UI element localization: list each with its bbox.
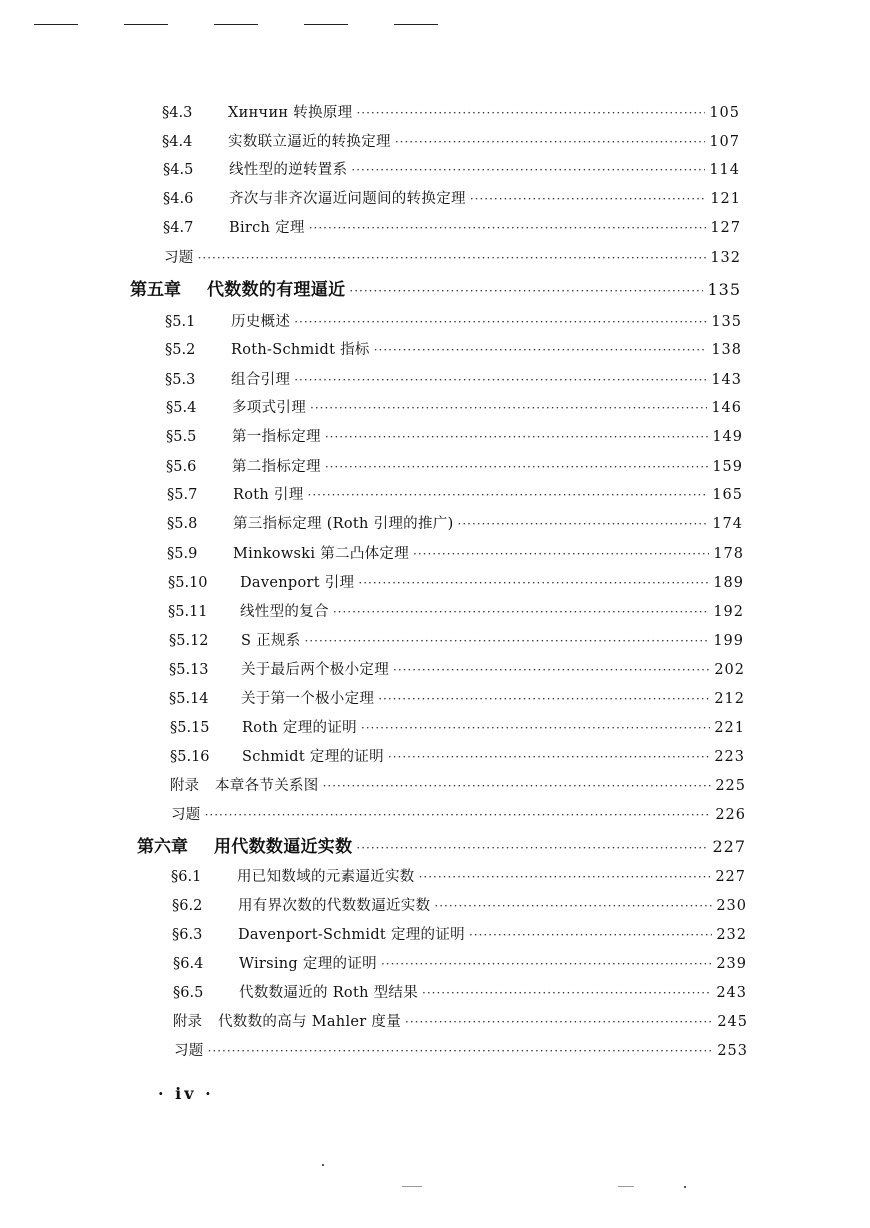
page-reference: 121 bbox=[710, 191, 741, 207]
page-reference: 114 bbox=[709, 162, 740, 178]
section-title: 习题 bbox=[174, 1043, 204, 1059]
dot-leader bbox=[310, 399, 707, 417]
section-number: §6.5 bbox=[173, 985, 204, 1001]
page-number: · iv · bbox=[158, 1084, 214, 1103]
dot-leader bbox=[405, 1013, 713, 1031]
scan-speck bbox=[684, 1186, 686, 1188]
toc-entry bbox=[169, 690, 745, 708]
section-number: §6.3 bbox=[172, 927, 203, 943]
toc-entry bbox=[165, 371, 742, 389]
page-reference: 178 bbox=[713, 546, 744, 562]
dot-leader bbox=[308, 486, 709, 504]
dot-leader bbox=[309, 219, 707, 237]
page-reference: 227 bbox=[715, 869, 746, 885]
dot-leader bbox=[374, 341, 708, 359]
section-number: §6.4 bbox=[173, 956, 204, 972]
page-reference: 189 bbox=[713, 575, 744, 591]
toc-entry bbox=[173, 955, 747, 973]
dot-leader bbox=[325, 428, 709, 446]
dot-leader bbox=[349, 280, 703, 302]
toc-entry bbox=[172, 926, 747, 944]
toc-entry bbox=[165, 313, 742, 331]
section-number: §5.6 bbox=[166, 459, 197, 475]
page-reference: 174 bbox=[712, 516, 743, 532]
toc-entry bbox=[162, 133, 740, 151]
section-title: 线性型的复合 bbox=[240, 604, 329, 620]
dot-leader bbox=[358, 574, 709, 592]
section-number: §4.7 bbox=[163, 220, 194, 236]
section-number: §5.9 bbox=[167, 546, 198, 562]
section-title: 本章各节关系图 bbox=[215, 778, 319, 794]
section-title: Roth 定理的证明 bbox=[242, 720, 357, 736]
section-number: §5.2 bbox=[165, 342, 196, 358]
page-reference: 165 bbox=[712, 487, 743, 503]
dot-leader bbox=[325, 458, 709, 476]
toc-entry bbox=[170, 719, 745, 737]
page-reference: 212 bbox=[714, 691, 745, 707]
dot-leader bbox=[294, 371, 707, 389]
toc-entry bbox=[163, 161, 740, 179]
chapter-number: 第五章 bbox=[130, 280, 181, 300]
section-number: §6.2 bbox=[172, 898, 203, 914]
dot-leader bbox=[351, 161, 705, 179]
page-reference: 226 bbox=[715, 807, 746, 823]
toc-chapter bbox=[137, 836, 746, 859]
toc-entry bbox=[170, 748, 745, 766]
dot-leader bbox=[198, 249, 707, 267]
section-title: S 正规系 bbox=[241, 633, 301, 649]
section-number: §4.6 bbox=[163, 191, 194, 207]
dot-leader bbox=[393, 661, 710, 679]
scan-speck bbox=[402, 1186, 422, 1187]
section-number: §5.16 bbox=[170, 749, 210, 765]
page-reference: 132 bbox=[710, 250, 741, 266]
page-reference: 159 bbox=[712, 459, 743, 475]
dot-leader bbox=[388, 748, 710, 766]
dot-leader bbox=[469, 926, 712, 944]
section-number: §5.11 bbox=[168, 604, 208, 620]
toc-entry bbox=[168, 574, 744, 592]
page-reference: 146 bbox=[711, 400, 742, 416]
section-title: 关于第一个极小定理 bbox=[241, 691, 375, 707]
section-title: 线性型的逆转置系 bbox=[229, 162, 348, 178]
page-reference: 232 bbox=[716, 927, 747, 943]
page-reference: 227 bbox=[712, 837, 746, 856]
page-reference: 225 bbox=[715, 778, 746, 794]
section-title: 习题 bbox=[164, 250, 194, 266]
toc-entry bbox=[167, 515, 743, 533]
dot-leader bbox=[208, 1042, 714, 1060]
section-number: §5.3 bbox=[165, 372, 196, 388]
dot-leader bbox=[395, 133, 706, 151]
chapter-title: 用代数数逼近实数 bbox=[214, 837, 353, 857]
dot-leader bbox=[419, 868, 712, 886]
toc-entry bbox=[174, 1042, 748, 1060]
dot-leader bbox=[470, 190, 707, 208]
page-reference: 221 bbox=[714, 720, 745, 736]
section-number: §4.3 bbox=[162, 105, 193, 121]
toc-entry bbox=[173, 1013, 748, 1031]
section-title: 第二指标定理 bbox=[232, 459, 321, 475]
page-reference: 127 bbox=[710, 220, 741, 236]
page-reference: 253 bbox=[717, 1043, 748, 1059]
section-title: 习题 bbox=[171, 807, 201, 823]
dot-leader bbox=[356, 104, 705, 122]
dot-leader bbox=[434, 897, 712, 915]
section-title: 关于最后两个极小定理 bbox=[241, 662, 389, 678]
page-reference: 199 bbox=[713, 633, 744, 649]
section-number: §4.5 bbox=[163, 162, 194, 178]
scan-speck bbox=[322, 1164, 324, 1166]
section-number: §6.1 bbox=[171, 869, 202, 885]
section-number: §5.5 bbox=[166, 429, 197, 445]
section-number: §5.4 bbox=[166, 400, 197, 416]
page-reference: 135 bbox=[707, 280, 741, 299]
chapter-title: 代数数的有理逼近 bbox=[207, 280, 346, 300]
section-title: Roth-Schmidt 指标 bbox=[231, 342, 370, 358]
section-title: 代数数逼近的 Roth 型结果 bbox=[239, 985, 419, 1001]
chapter-number: 第六章 bbox=[137, 837, 188, 857]
dot-leader bbox=[381, 955, 712, 973]
section-number: §5.13 bbox=[169, 662, 209, 678]
toc-entry bbox=[169, 632, 744, 650]
toc-entry bbox=[168, 603, 744, 621]
section-title: Schmidt 定理的证明 bbox=[242, 749, 384, 765]
toc-entry bbox=[167, 486, 743, 504]
section-title: Birch 定理 bbox=[229, 220, 305, 236]
toc-entry bbox=[173, 984, 747, 1002]
section-title: 实数联立逼近的转换定理 bbox=[228, 134, 391, 150]
page-reference: 138 bbox=[711, 342, 742, 358]
dot-leader bbox=[323, 777, 712, 795]
section-title: 代数数的高与 Mahler 度量 bbox=[218, 1014, 401, 1030]
toc-entry bbox=[166, 399, 742, 417]
dot-leader bbox=[413, 545, 709, 563]
toc-entry bbox=[166, 458, 743, 476]
section-title: 齐次与非齐次逼近问题间的转换定理 bbox=[229, 191, 466, 207]
toc-entry bbox=[163, 219, 741, 237]
dot-leader bbox=[458, 515, 709, 533]
section-title: 用已知数域的元素逼近实数 bbox=[237, 869, 415, 885]
page-reference: 223 bbox=[714, 749, 745, 765]
section-number: §5.15 bbox=[170, 720, 210, 736]
page-reference: 202 bbox=[714, 662, 745, 678]
scan-speck bbox=[618, 1186, 634, 1187]
section-number: §5.14 bbox=[169, 691, 209, 707]
section-title: Roth 引理 bbox=[233, 487, 304, 503]
dot-leader bbox=[378, 690, 710, 708]
page-reference: 192 bbox=[713, 604, 744, 620]
dot-leader bbox=[205, 806, 712, 824]
section-number: §5.7 bbox=[167, 487, 198, 503]
page-reference: 135 bbox=[711, 314, 742, 330]
section-number: §5.12 bbox=[169, 633, 209, 649]
toc-entry bbox=[166, 428, 743, 446]
toc-entry bbox=[169, 661, 745, 679]
dot-leader bbox=[333, 603, 710, 621]
section-number: §5.8 bbox=[167, 516, 198, 532]
section-title: Davenport-Schmidt 定理的证明 bbox=[238, 927, 465, 943]
page-reference: 143 bbox=[711, 372, 742, 388]
page-reference: 243 bbox=[716, 985, 747, 1001]
section-title: Хинчин 转换原理 bbox=[228, 105, 353, 121]
page-reference: 245 bbox=[717, 1014, 748, 1030]
toc-entry bbox=[163, 190, 741, 208]
section-title: 第三指标定理 (Roth 引理的推广) bbox=[233, 516, 454, 532]
section-title: Davenport 引理 bbox=[240, 575, 355, 591]
toc-entry bbox=[170, 777, 746, 795]
section-title: Minkowski 第二凸体定理 bbox=[233, 546, 410, 562]
toc-entry bbox=[162, 104, 740, 122]
page-reference: 239 bbox=[716, 956, 747, 972]
section-number: 附录 bbox=[170, 778, 199, 794]
section-title: 组合引理 bbox=[231, 372, 291, 388]
page-reference: 230 bbox=[716, 898, 747, 914]
toc-entry bbox=[167, 545, 744, 563]
toc-entry bbox=[164, 249, 741, 267]
toc-chapter bbox=[130, 279, 741, 302]
dot-leader bbox=[305, 632, 710, 650]
section-title: Wirsing 定理的证明 bbox=[239, 956, 377, 972]
section-number: 附录 bbox=[173, 1014, 202, 1030]
section-number: §5.10 bbox=[168, 575, 208, 591]
dot-leader bbox=[356, 837, 708, 859]
page-reference: 105 bbox=[709, 105, 740, 121]
toc-entry bbox=[171, 868, 746, 886]
page-reference: 107 bbox=[709, 134, 740, 150]
dot-leader bbox=[361, 719, 710, 737]
section-title: 历史概述 bbox=[231, 314, 291, 330]
toc-entry bbox=[165, 341, 742, 359]
dot-leader bbox=[294, 313, 707, 331]
toc-entry bbox=[171, 806, 746, 824]
section-title: 多项式引理 bbox=[232, 400, 306, 416]
section-number: §4.4 bbox=[162, 134, 193, 150]
dot-leader bbox=[422, 984, 712, 1002]
toc-entry bbox=[172, 897, 747, 915]
page-reference: 149 bbox=[712, 429, 743, 445]
section-number: §5.1 bbox=[165, 314, 196, 330]
section-title: 第一指标定理 bbox=[232, 429, 321, 445]
section-title: 用有界次数的代数数逼近实数 bbox=[238, 898, 431, 914]
